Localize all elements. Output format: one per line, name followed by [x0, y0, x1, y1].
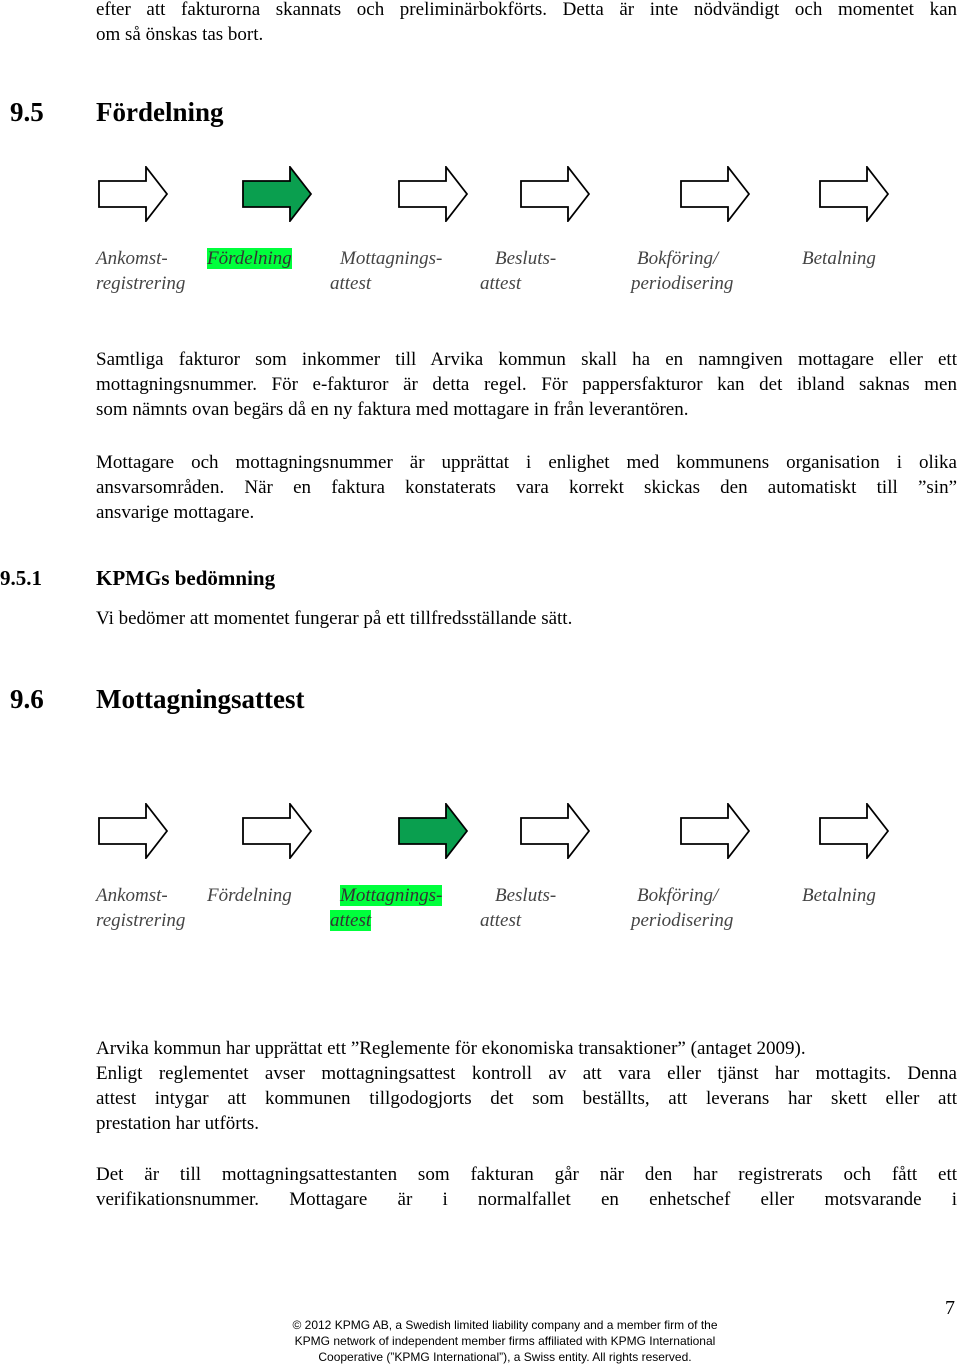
arrow-right-icon: [520, 166, 590, 222]
page-number: 7: [945, 1297, 955, 1319]
paragraph: Det är till mottagningsattestanten som fakturan går när den har registrerats och fått ett verifikationsnummer. Mottagare är i normalfallet en enhetschef eller motsvarande i: [96, 1164, 957, 1210]
arrow-right-icon: [98, 166, 168, 222]
section-number: 9.5: [10, 97, 44, 127]
section-title: Mottagningsattest: [96, 684, 305, 714]
arrow-right-icon: [520, 803, 590, 859]
intro-line: om så önskas tas bort.: [96, 24, 264, 45]
step-fordelning-highlighted: Fördelning: [207, 248, 292, 269]
arrow-right-icon: [242, 803, 312, 859]
paragraph: Arvika kommun har upprättat ett ”Reglemente för ekonomiska transaktioner” (antaget 2009). Enligt reglementet avser mottagningsattest kontroll av att vara eller tjänst har mottagits. Denna attest intygar att kommunen tillgodogjorts det som beställts, att leverans har skett eller att prestation har utförts.: [96, 1038, 957, 1134]
step-mottagningsattest: Mottagnings- attest: [330, 248, 443, 294]
step-fordelning: Fördelning: [207, 885, 292, 906]
paragraph: Mottagare och mottagningsnummer är upprättat i enlighet med kommunens organisation i olika ansvarsområden. När en faktura konstaterats vara korrekt skickas den automatiskt till ”sin” ansvarige mottagare.: [96, 452, 957, 523]
step-mottagningsattest-highlighted: Mottagnings- attest: [330, 885, 443, 931]
arrow-right-icon: [98, 803, 168, 859]
arrow-right-icon: [680, 166, 750, 222]
paragraph: Samtliga fakturor som inkommer till Arvika kommun skall ha en namngiven mottagare eller ett mottagningsnummer. För e-fakturor är detta regel. För pappersfakturor kan det ibland saknas men som nämnts ovan begärs då en ny faktura med mottagare in från leverantören.: [96, 349, 957, 420]
step-ankomstregistrering: Ankomst- registrering: [96, 248, 186, 294]
section-number: 9.6: [10, 684, 44, 714]
intro-line: efter att fakturorna skannats och preliminärbokförts. Detta är inte nödvändigt och momentet kan: [96, 0, 957, 20]
step-beslutsattest: Besluts- attest: [480, 885, 557, 931]
step-betalning: Betalning: [802, 248, 876, 269]
section-number: 9.5.1: [0, 566, 42, 590]
section-title: KPMGs bedömning: [96, 566, 276, 590]
arrow-right-icon: [819, 803, 889, 859]
arrow-right-icon: [680, 803, 750, 859]
arrow-right-icon: [819, 166, 889, 222]
step-ankomstregistrering: Ankomst- registrering: [96, 885, 186, 931]
step-bokforing: Bokföring/ periodisering: [631, 885, 734, 931]
copyright-footer: © 2012 KPMG AB, a Swedish limited liability company and a member firm of the KPMG network of independent member firms affiliated with KPMG International Cooperative (”KPMG International”), a Swiss entity. All rights reserved.: [292, 1318, 718, 1364]
arrow-right-icon-active: [398, 803, 468, 859]
intro-paragraph: [96, 0, 957, 47]
arrow-right-icon-active: [242, 166, 312, 222]
step-betalning: Betalning: [802, 885, 876, 906]
arrow-right-icon: [398, 166, 468, 222]
step-beslutsattest: Besluts- attest: [480, 248, 557, 294]
step-bokforing: Bokföring/ periodisering: [631, 248, 734, 294]
assessment-text: Vi bedömer att momentet fungerar på ett tillfredsställande sätt.: [96, 608, 573, 629]
section-title: Fördelning: [96, 97, 224, 127]
